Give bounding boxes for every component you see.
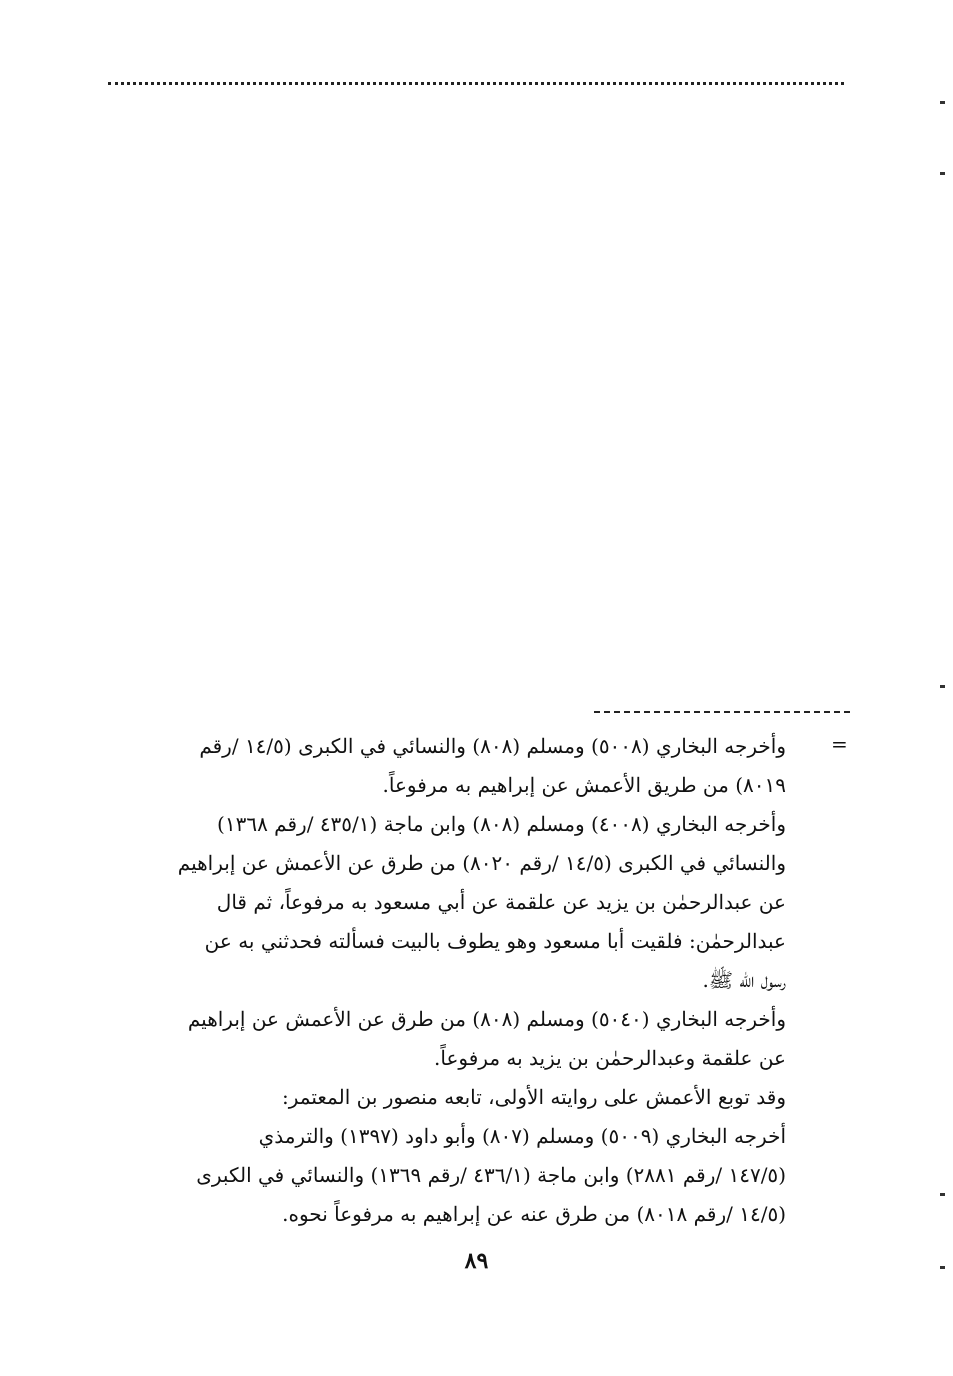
footnote-line: عبدالرحمٰن: فلقيت أبا مسعود وهو يطوف بالبيت فسألته فحدثني به عن	[204, 929, 786, 953]
footnote-line: ٨٠١٩) من طريق الأعمش عن إبراهيم به مرفوعاً.	[382, 773, 786, 797]
footnote-line: عن علقمة وعبدالرحمٰن بن يزيد به مرفوعاً.	[434, 1046, 786, 1070]
footnote-line: وأخرجه البخاري (٥٠٤٠) ومسلم (٨٠٨) من طرق عن الأعمش عن إبراهيم	[187, 1007, 786, 1031]
footnote-line: عن عبدالرحمٰن بن يزيد عن علقمة عن أبي مسعود به مرفوعاً، ثم قال	[216, 890, 786, 914]
margin-mark	[940, 685, 945, 688]
top-dotted-separator	[108, 82, 844, 85]
footnote-line: (١٤/٥ /رقم ٨٠١٨) من طرق عنه عن إبراهيم به مرفوعاً نحوه.	[282, 1202, 786, 1226]
page-number: ٨٩	[464, 1248, 489, 1274]
margin-mark	[940, 101, 945, 104]
footnote-line: وأخرجه البخاري (٥٠٠٨) ومسلم (٨٠٨) والنسائي في الكبرى (١٤/٥ /رقم	[199, 734, 786, 758]
footnote-line: رسول الله ﷺ.	[702, 968, 786, 992]
footnote-line: والنسائي في الكبرى (١٤/٥ /رقم ٨٠٢٠) من طرق عن الأعمش عن إبراهيم	[177, 851, 786, 875]
margin-mark	[940, 1193, 945, 1196]
footnote-separator	[594, 711, 850, 713]
footnote-text	[90, 727, 786, 1234]
footnote-line: أخرجه البخاري (٥٠٠٩) ومسلم (٨٠٧) وأبو داود (١٣٩٧) والترمذي	[258, 1124, 786, 1148]
footnote-line: (١٤٧/٥ /رقم ٢٨٨١) وابن ماجة (٤٣٦/١ /رقم ١٣٦٩) والنسائي في الكبرى	[196, 1163, 786, 1187]
margin-mark	[940, 172, 945, 175]
footnote-line: وأخرجه البخاري (٤٠٠٨) ومسلم (٨٠٨) وابن ماجة (٤٣٥/١ /رقم ١٣٦٨)	[217, 812, 786, 836]
footnote-continuation-marker: =	[831, 732, 848, 756]
footnote-line: وقد توبع الأعمش على روايته الأولى، تابعه منصور بن المعتمر:	[282, 1085, 786, 1109]
